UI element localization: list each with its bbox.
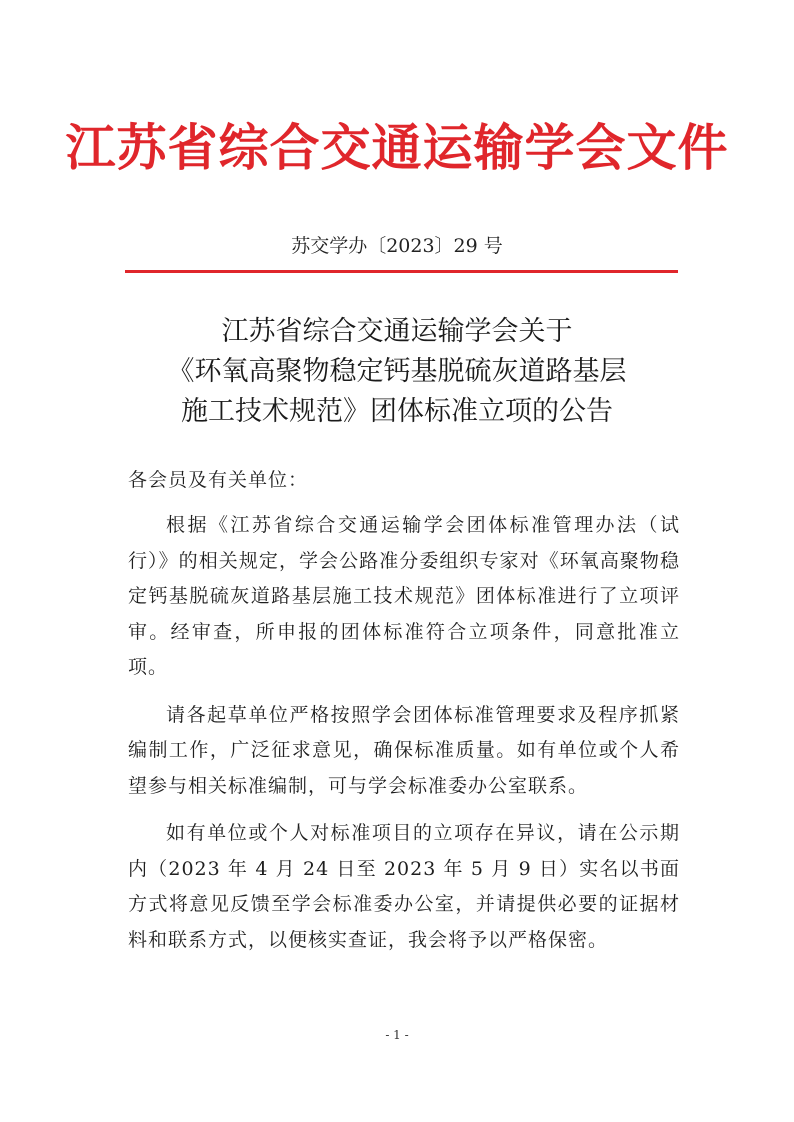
document-subject	[0, 312, 794, 432]
subject-line-2: 《环氧高聚物稳定钙基脱硫灰道路基层	[167, 356, 627, 387]
body-paragraph-1: 根据《江苏省综合交通运输学会团体标准管理办法（试行）》的相关规定，学会公路准分委组织专家对《环氧高聚物稳定钙基脱硫灰道路基层施工技术规范》团体标准进行了立项评审。经审查，所申报的团体标准符合立项条件，同意批准立项。	[128, 514, 680, 678]
body-paragraph-2: 请各起草单位严格按照学会团体标准管理要求及程序抓紧编制工作，广泛征求意见，确保标准质量。如有单位或个人希望参与相关标准编制，可与学会标准委办公室联系。	[128, 703, 680, 797]
subject-line-1: 江苏省综合交通运输学会关于	[221, 316, 573, 347]
subject-line-3: 施工技术规范》团体标准立项的公告	[181, 396, 613, 427]
salutation: 各会员及有关单位：	[128, 469, 309, 491]
document-body	[128, 508, 680, 970]
page-number: - 1 -	[385, 1028, 409, 1042]
body-paragraph-3: 如有单位或个人对标准项目的立项存在异议，请在公示期内（2023 年 4 月 24 日至 2023 年 5 月 9 日）实名以书面方式将意见反馈至学会标准委办公室，并请提供必要的证据材料和联系方式，以便核实查证，我会将予以严格保密。	[128, 822, 680, 951]
red-divider-line	[125, 270, 678, 273]
document-number: 苏交学办〔2023〕29 号	[291, 235, 503, 257]
document-header-title: 江苏省综合交通运输学会文件	[65, 118, 729, 177]
